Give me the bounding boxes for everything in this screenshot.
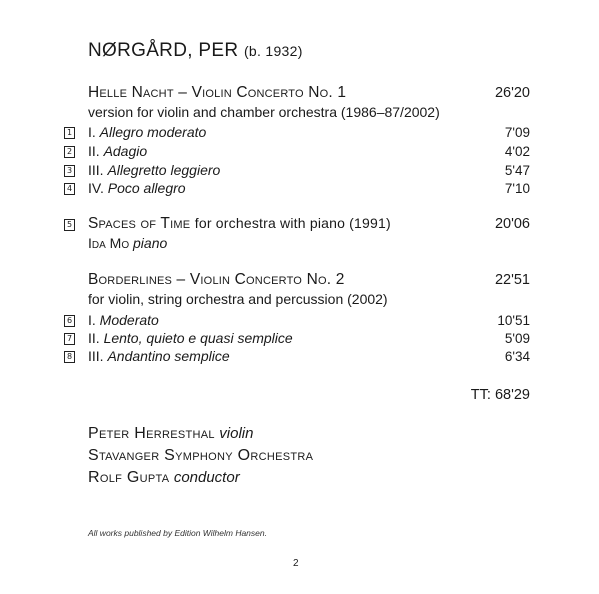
movement-row xyxy=(88,180,186,196)
movement-row xyxy=(88,312,159,328)
work-2-duration: 20'06 xyxy=(494,216,530,232)
movement-name: Moderato xyxy=(99,312,159,328)
movement-row xyxy=(88,348,230,364)
performer-role: conductor xyxy=(173,469,240,486)
track-number-3: 3 xyxy=(64,165,75,177)
page-number: 2 xyxy=(293,558,299,569)
track-number-2: 2 xyxy=(64,146,75,158)
composer-dates: (b. 1932) xyxy=(243,43,303,59)
work-2-title-row xyxy=(88,215,391,233)
performer-name: Peter Herresthal xyxy=(88,425,215,442)
movement-numeral: II. xyxy=(88,330,100,346)
publisher-note: All works published by Edition Wilhelm Hansen. xyxy=(88,528,267,538)
performer-name: Rolf Gupta xyxy=(88,469,170,486)
performer-role: violin xyxy=(219,425,254,442)
soloist-role: piano xyxy=(133,235,168,251)
work-1-title: Helle Nacht – Violin Concerto No. 1 xyxy=(88,84,347,101)
movement-numeral: IV. xyxy=(88,180,104,196)
movement-name: Allegro moderato xyxy=(99,124,207,140)
work-3-title: Borderlines – Violin Concerto No. 2 xyxy=(88,271,345,288)
movement-numeral: I. xyxy=(88,124,96,140)
performer-row xyxy=(88,425,253,443)
track-number-1: 1 xyxy=(64,127,75,139)
track-number-7: 7 xyxy=(64,333,75,345)
movement-duration: 7'10 xyxy=(504,181,530,196)
movement-row xyxy=(88,143,147,159)
total-time: TT: 68'29 xyxy=(470,387,530,403)
movement-name: Allegretto leggiero xyxy=(107,162,221,178)
performer-row xyxy=(88,447,313,465)
movement-row xyxy=(88,124,206,140)
track-number-5: 5 xyxy=(64,219,75,231)
work-3-duration: 22'51 xyxy=(494,272,530,288)
movement-name: Lento, quieto e quasi semplice xyxy=(103,330,293,346)
movement-numeral: I. xyxy=(88,312,96,328)
movement-duration: 5'09 xyxy=(504,331,530,346)
movement-duration: 5'47 xyxy=(504,163,530,178)
track-number-6: 6 xyxy=(64,315,75,327)
soloist-name: Ida Mo xyxy=(88,235,130,251)
movement-numeral: III. xyxy=(88,348,104,364)
movement-name: Andantino semplice xyxy=(107,348,230,364)
movement-numeral: III. xyxy=(88,162,104,178)
movement-name: Poco allegro xyxy=(107,180,186,196)
work-2-title: Spaces of Time xyxy=(88,215,191,232)
track-number-4: 4 xyxy=(64,183,75,195)
performer-row xyxy=(88,469,240,487)
work-1-duration: 26'20 xyxy=(494,85,530,101)
movement-duration: 7'09 xyxy=(504,125,530,140)
movement-duration: 6'34 xyxy=(504,349,530,364)
movement-numeral: II. xyxy=(88,143,100,159)
composer-name: NØRGÅRD, PER xyxy=(88,40,239,61)
work-1-subtitle: version for violin and chamber orchestra (1986–87/2002) xyxy=(88,104,440,120)
work-3-subtitle: for violin, string orchestra and percussion (2002) xyxy=(88,291,388,307)
movement-row xyxy=(88,330,293,346)
performer-name: Stavanger Symphony Orchestra xyxy=(88,447,314,464)
work-2-soloist-row xyxy=(88,235,167,251)
movement-duration: 10'51 xyxy=(497,313,530,328)
movement-duration: 4'02 xyxy=(504,144,530,159)
track-number-8: 8 xyxy=(64,351,75,363)
work-2-title-suffix: for orchestra with piano (1991) xyxy=(194,215,391,231)
composer-heading xyxy=(88,40,303,62)
movement-name: Adagio xyxy=(103,143,148,159)
movement-row xyxy=(88,162,220,178)
